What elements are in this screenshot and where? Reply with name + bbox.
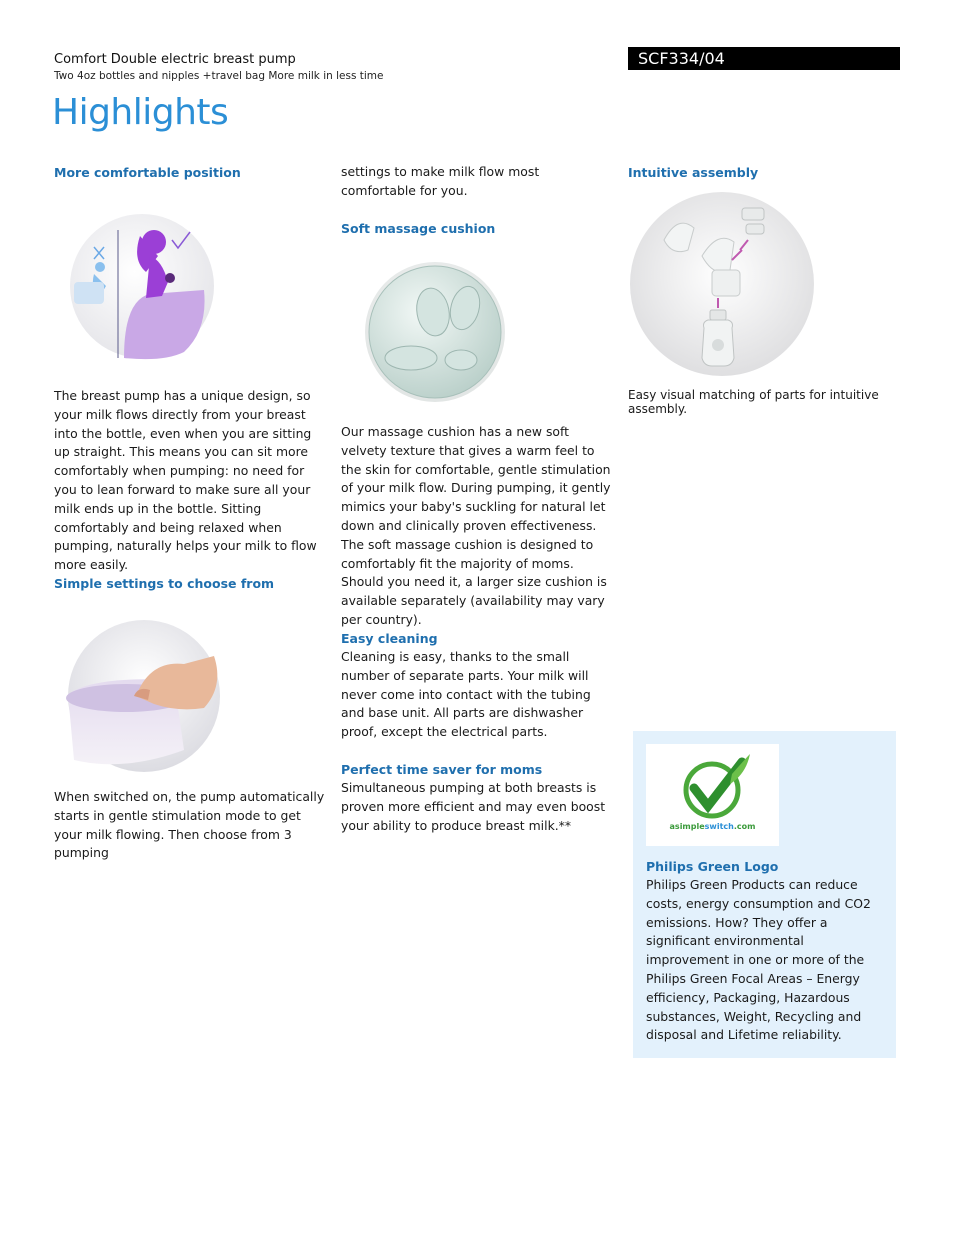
section-heading: Intuitive assembly bbox=[628, 165, 759, 180]
section-time-saver bbox=[341, 761, 613, 835]
section-body bbox=[628, 388, 900, 416]
section-massage-cushion bbox=[341, 220, 613, 238]
section-heading: Simple settings to choose from bbox=[54, 576, 275, 591]
logo-wordmark bbox=[646, 822, 779, 831]
massage-cushion-photo bbox=[341, 246, 527, 416]
section-comfortable-position bbox=[54, 164, 326, 182]
philips-green-logo bbox=[646, 744, 779, 846]
button-press-photo bbox=[54, 600, 240, 778]
section-heading: Soft massage cushion bbox=[341, 221, 496, 236]
section-text: Simultaneous pumping at both breasts is proven more efficient and may even boost your ability to produce breast milk.** bbox=[341, 780, 606, 833]
section-body bbox=[54, 788, 326, 863]
sitting-position-illustration bbox=[54, 190, 232, 368]
green-logo-box bbox=[633, 731, 896, 1058]
section-intuitive-assembly bbox=[628, 164, 900, 182]
section-text: Cleaning is easy, thanks to the small number of separate parts. Your milk will never come into contact with the tubing and base unit. All parts are dishwasher proof, except the electrical parts. bbox=[341, 649, 591, 740]
section-text: Philips Green Products can reduce costs, energy consumption and CO2 emissions. How? They offer a significant environmental improvement in one or more of the Philips Green Focal Areas – Energy efficiency, Packaging, Hazardous substances, Weight, Recycling and disposal and Lifetime reliability. bbox=[646, 877, 871, 1043]
section-green-logo bbox=[646, 858, 886, 1045]
section-heading: Philips Green Logo bbox=[646, 859, 779, 874]
section-heading: More comfortable position bbox=[54, 165, 241, 180]
logo-text-b: switch bbox=[704, 822, 734, 831]
assembly-illustration bbox=[628, 190, 818, 380]
section-easy-cleaning bbox=[341, 630, 613, 742]
product-name: Comfort Double electric breast pump bbox=[54, 52, 296, 67]
section-text-continued: settings to make milk flow most comfortable for you. bbox=[341, 164, 540, 198]
sku-badge: SCF334/04 bbox=[628, 47, 900, 70]
section-text: Easy visual matching of parts for intuitive assembly. bbox=[628, 388, 879, 416]
product-subtitle: Two 4oz bottles and nipples +travel bag More milk in less time bbox=[54, 70, 384, 82]
page-title: Highlights bbox=[52, 92, 229, 133]
section-simple-settings bbox=[54, 575, 326, 593]
section-text: Our massage cushion has a new soft velvety texture that gives a warm feel to the skin for comfortable, gentle stimulation of your milk flow. During pumping, it gently mimics your baby's suckling for natural let down and clinically proven effectiveness. The soft massage cushion is designed to comfortably fit the majority of moms. Should you need it, a larger size cushion is available separately (availability may vary per country). bbox=[341, 424, 611, 627]
logo-text-c: .com bbox=[733, 822, 756, 831]
section-body bbox=[341, 423, 613, 630]
section-body bbox=[54, 387, 326, 575]
logo-text-a: asimple bbox=[669, 822, 705, 831]
section-text: The breast pump has a unique design, so your milk flows directly from your breast into the bottle, even when you are sitting up straight. This means you can sit more comfortably when pumping: no need for you to lean forward to make sure all your milk ends up in the bottle. Sitting comfortably and being relaxed when pumping, naturally helps your milk to flow more easily. bbox=[54, 388, 317, 573]
section-body bbox=[341, 163, 613, 201]
section-heading: Perfect time saver for moms bbox=[341, 762, 543, 777]
section-heading: Easy cleaning bbox=[341, 631, 438, 646]
section-text: When switched on, the pump automatically starts in gentle stimulation mode to get your milk flowing. Then choose from 3 pumping bbox=[54, 789, 325, 861]
